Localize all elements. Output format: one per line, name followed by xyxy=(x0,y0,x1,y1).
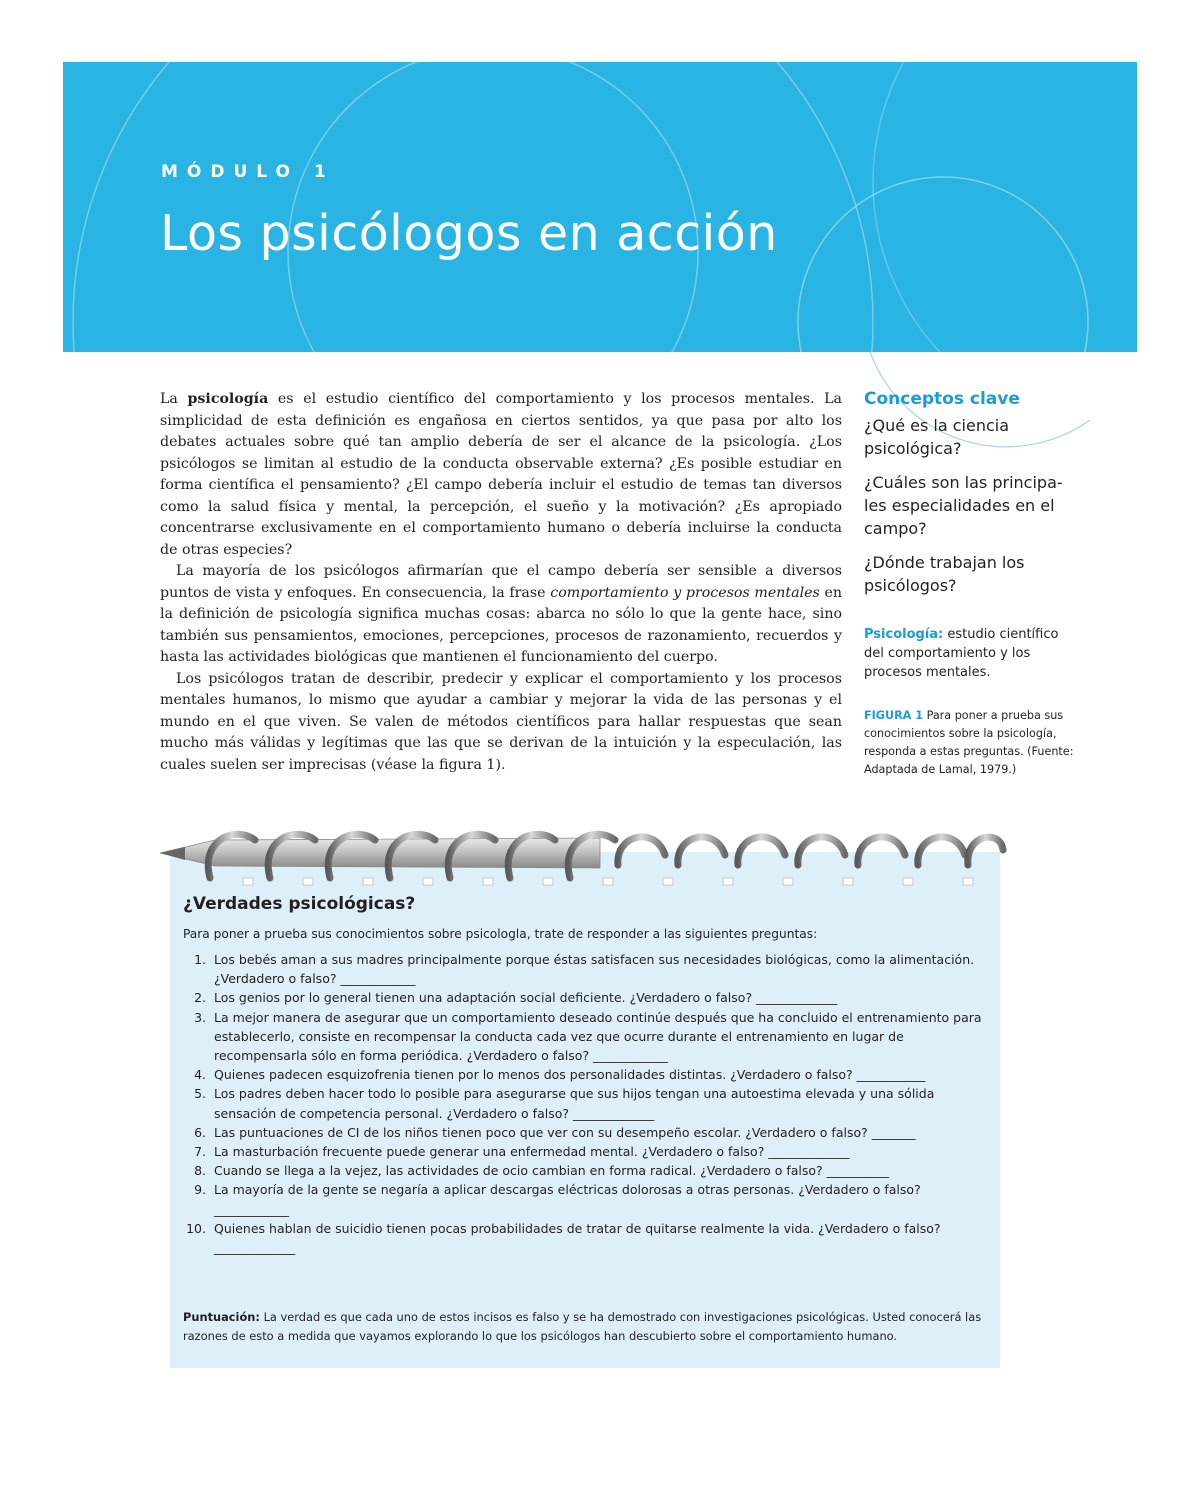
key-question: ¿Cuáles son las principa-les especialidades en el campo? xyxy=(864,473,1063,538)
pencil-icon xyxy=(160,838,600,868)
key-concepts-heading: Conceptos clave xyxy=(864,389,1020,409)
paragraph-1: La psicología es el estudio científico del comportamiento y los procesos mentales. La simplicidad de esta definición es engañosa en ciertos sentidos, ya que pasa por alto los debates actuales sobre qué tan amplio debería de ser el alcance de la psicología. ¿Los psicólogos se limitan al estudio de la conducta observable externa? ¿Es posible estudiar en forma científica el pensamiento? ¿El campo debería incluir el estudio de temas tan diversos como la salud física y mental, la percepción, el sueño y la motivación? ¿Es apropiado concentrarse exclusivamente en el comportamiento humano o debería incluirse la conducta de otras especies? xyxy=(160,391,842,558)
list-item: 5. Los padres deben hacer todo lo posible para asegurarse que sus hijos tengan una autoestima elevada y una sólida sensación de competencia personal. ¿Verdadero o falso? _____________ xyxy=(194,1086,935,1121)
definition-term: Psicología: xyxy=(864,627,944,642)
spiral-binding xyxy=(155,820,1015,890)
paragraph-3: Los psicólogos tratan de describir, predecir y explicar el comportamiento y los procesos mentales humanos, lo mismo que ayudar a cambiar y mejorar la vida de las personas y el mundo en el que viven. Se valen de métodos científicos para hallar respuestas que sean mucho más válidas y legítimas que las que se derivan de la intuición y la especulación, las cuales suelen ser imprecisas (véase la figura 1). xyxy=(160,670,842,773)
emphasis-phrase: comportamiento y procesos mentales xyxy=(550,584,820,601)
list-item: 8. Cuando se llega a la vejez, las actividades de ocio cambian en forma radical. ¿Verdadero o falso? __________ xyxy=(194,1163,890,1179)
quiz-title: ¿Verdades psicológicas? xyxy=(183,894,416,914)
module-title: Los psicólogos en acción xyxy=(160,205,778,262)
body-text xyxy=(160,389,842,776)
list-item: 1. Los bebés aman a sus madres principalmente porque éstas satisfacen sus necesidades biológicas, como la alimentación. ¿Verdadero o falso? ____________ xyxy=(194,952,975,987)
margin-definition: Psicología: estudio científico del comportamiento y los procesos mentales. xyxy=(864,627,1059,680)
list-item: 3. La mejor manera de asegurar que un comportamiento deseado continúe después que ha concluido el entrenamiento para establecerlo, consiste en recompensar la conducta cada vez que ocurre durante el entrenamiento en lugar de recompensarla sólo en forma periódica. ¿Verdadero o falso? ____________ xyxy=(194,1009,982,1064)
list-item: 9. La mayoría de la gente se negaría a aplicar descargas eléctricas dolorosas a otras personas. ¿Verdadero o falso? ____________ xyxy=(194,1182,921,1217)
score-label: Puntuación: xyxy=(183,1310,260,1324)
list-item: 7. La masturbación frecuente puede generar una enfermedad mental. ¿Verdadero o falso? _____________ xyxy=(194,1144,850,1160)
list-item: 4. Quienes padecen esquizofrenia tienen por lo menos dos personalidades distintas. ¿Verdadero o falso? ___________ xyxy=(194,1067,926,1083)
list-item: 10. Quienes hablan de suicidio tienen pocas probabilidades de tratar de quitarse realmente la vida. ¿Verdadero o falso? _____________ xyxy=(186,1220,941,1256)
list-item: 2. Los genios por lo general tienen una adaptación social deficiente. ¿Verdadero o falso? _____________ xyxy=(194,990,838,1006)
binding-holes xyxy=(243,878,973,885)
list-item: 6. Las puntuaciones de CI de los niños tienen poco que ver con su desempeño escolar. ¿Verdadero o falso? _______ xyxy=(194,1124,916,1140)
key-question: ¿Dónde trabajan los psicólogos? xyxy=(864,553,1025,595)
quiz-score: Puntuación: La verdad es que cada uno de estos incisos es falso y se ha demostrado con investigaciones psicológicas. Usted conocerá las razones de esto a medida que vayamos explorando lo que los psicólogos han descubierto sobre el comportamiento humano. xyxy=(183,1310,982,1343)
paragraph-2: La mayoría de los psicólogos afirmarían que el campo debería ser sensible a diversos puntos de vista y enfoques. En consecuencia, la frase comportamiento y procesos mentales en la definición de psicología significa muchas cosas: abarca no sólo lo que la gente hace, sino también sus pensamientos, emociones, percepciones, procesos de razonamiento, recuerdos y hasta las actividades biológicas que mantienen el funcionamiento del cuerpo. xyxy=(160,563,843,665)
figure-label: FIGURA 1 xyxy=(864,709,924,722)
quiz-list xyxy=(170,950,985,1257)
quiz-notepad xyxy=(170,852,1000,1368)
figure-caption: FIGURA 1 Para poner a prueba sus conocimientos sobre la psicología, responda a estas preguntas. (Fuente: Adaptada de Lamal, 1979.) xyxy=(864,709,1074,776)
module-label: MÓDULO 1 xyxy=(161,162,335,182)
module-banner xyxy=(63,62,1137,352)
key-concepts-sidebar xyxy=(864,389,1076,779)
key-question: ¿Qué es la ciencia psicológica? xyxy=(864,416,1010,458)
quiz-intro: Para poner a prueba sus conocimientos sobre psicologla, trate de responder a las siguientes preguntas: xyxy=(183,927,818,941)
term-psicologia: psicología xyxy=(187,391,269,407)
